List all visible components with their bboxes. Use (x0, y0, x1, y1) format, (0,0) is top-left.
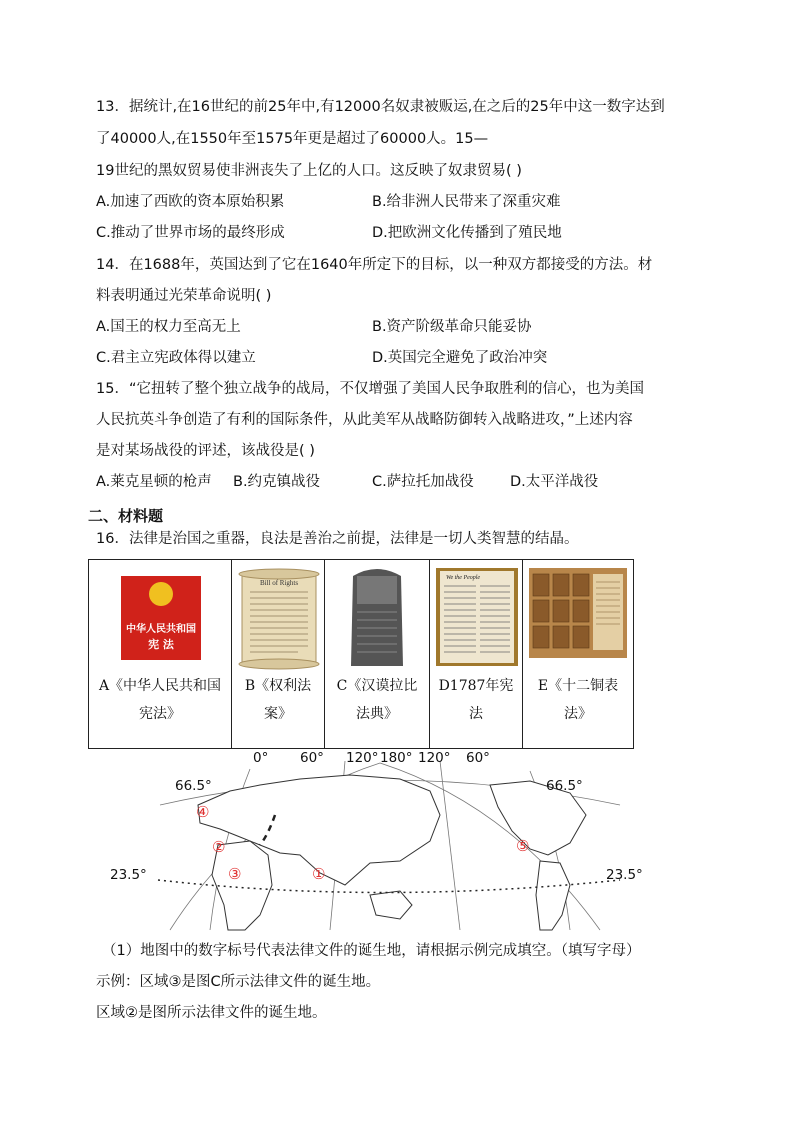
hammurabi-stele-image (345, 566, 409, 670)
law-caption-e: E《十二铜表法》 (537, 678, 619, 722)
bill-of-rights-scroll-image (238, 568, 320, 670)
law-cell-d (430, 560, 523, 749)
longitude-label-180: 180° (380, 750, 413, 766)
world-map-drawing (100, 745, 660, 935)
q14-option-d[interactable]: D.英国完全避免了政治冲突 (372, 350, 548, 366)
latitude-label-left-mid: 23.5° (110, 867, 147, 883)
q16-sub1: （1）地图中的数字标号代表法律文件的诞生地，请根据示例完成填空。（填写字母） (102, 943, 641, 959)
law-documents-table (88, 559, 634, 749)
map-marker-5: ⑤ (516, 837, 530, 855)
q15-option-a[interactable]: A.莱克星顿的枪声 (96, 474, 212, 490)
world-map (100, 745, 660, 935)
law-cell-e (523, 560, 634, 749)
map-marker-1: ① (312, 865, 326, 883)
bill-of-rights-heading: Bill of Rights (259, 579, 299, 587)
q13-line1: 13．据统计,在16世纪的前25年中,有12000名奴隶被贩运,在之后的25年中这一数字达到 (96, 99, 665, 115)
map-marker-3: ③ (228, 865, 242, 883)
q13-option-b[interactable]: B.给非洲人民带来了深重灾难 (372, 194, 561, 210)
latitude-label-right-mid: 23.5° (606, 867, 643, 883)
q15-option-c[interactable]: C.萨拉托加战役 (372, 474, 474, 490)
q14-line2: 料表明通过光荣革命说明( ) (96, 288, 272, 304)
constitution-cover-subtitle: 宪 法 (148, 638, 174, 651)
national-emblem-icon (149, 582, 173, 606)
law-caption-a: A《中华人民共和国宪法》 (98, 678, 222, 722)
law-cell-c (325, 560, 430, 749)
us-constitution-heading: We the People (446, 575, 481, 581)
q16-intro: 16．法律是治国之重器，良法是善治之前提，法律是一切人类智慧的结晶。 (96, 531, 579, 547)
q13-line2: 了40000人,在1550年至1575年更是超过了60000人。15— (96, 131, 489, 147)
q15-option-d[interactable]: D.太平洋战役 (510, 474, 599, 490)
q13-option-a[interactable]: A.加速了西欧的资本原始积累 (96, 194, 285, 210)
longitude-label-60: 60° (300, 750, 324, 766)
latitude-label-right-top: 66.5° (546, 778, 583, 794)
constitution-cover-image (121, 576, 201, 660)
latitude-label-left-top: 66.5° (175, 778, 212, 794)
q14-option-a[interactable]: A.国王的权力至高无上 (96, 319, 241, 335)
q14-option-c[interactable]: C.君主立宪政体得以建立 (96, 350, 256, 366)
law-caption-b: B《权利法案》 (244, 678, 312, 722)
longitude-label-0: 0° (253, 750, 269, 766)
q13-line3: 19世纪的黑奴贸易使非洲丧失了上亿的人口。这反映了奴隶贸易( ) (96, 163, 522, 179)
twelve-tables-image (529, 568, 627, 658)
q13-option-d[interactable]: D.把欧洲文化传播到了殖民地 (372, 225, 562, 241)
law-caption-d: D1787年宪法 (438, 678, 514, 722)
us-constitution-image (436, 568, 518, 666)
q14-option-b[interactable]: B.资产阶级革命只能妥协 (372, 319, 532, 335)
law-cell-a (89, 560, 232, 749)
q15-line2: 人民抗英斗争创造了有利的国际条件，从此美军从战略防御转入战略进攻，”上述内容 (96, 412, 633, 428)
q15-line3: 是对某场战役的评述，该战役是( ) (96, 443, 315, 459)
law-cell-b (232, 560, 325, 749)
map-marker-4: ④ (196, 803, 210, 821)
q16-example: 示例：区域③是图C所示法律文件的诞生地。 (96, 974, 381, 990)
q13-option-c[interactable]: C.推动了世界市场的最终形成 (96, 225, 285, 241)
section-title: 二、材料题 (88, 507, 164, 525)
map-marker-2: ② (212, 838, 226, 856)
constitution-cover-title: 中华人民共和国 (126, 624, 196, 635)
law-caption-c: C《汉谟拉比法典》 (336, 678, 418, 722)
q15-line1: 15．“它扭转了整个独立战争的战局，不仅增强了美国人民争取胜利的信心，也为美国 (96, 381, 644, 397)
longitude-label-120-west: 120° (418, 750, 451, 766)
longitude-label-60-west: 60° (466, 750, 490, 766)
longitude-label-120: 120° (346, 750, 379, 766)
q14-line1: 14．在1688年，英国达到了它在1640年所定下的目标，以一种双方都接受的方法。材 (96, 257, 653, 273)
q16-region2[interactable]: 区域②是图所示法律文件的诞生地。 (96, 1005, 327, 1021)
q15-option-b[interactable]: B.约克镇战役 (233, 474, 321, 490)
